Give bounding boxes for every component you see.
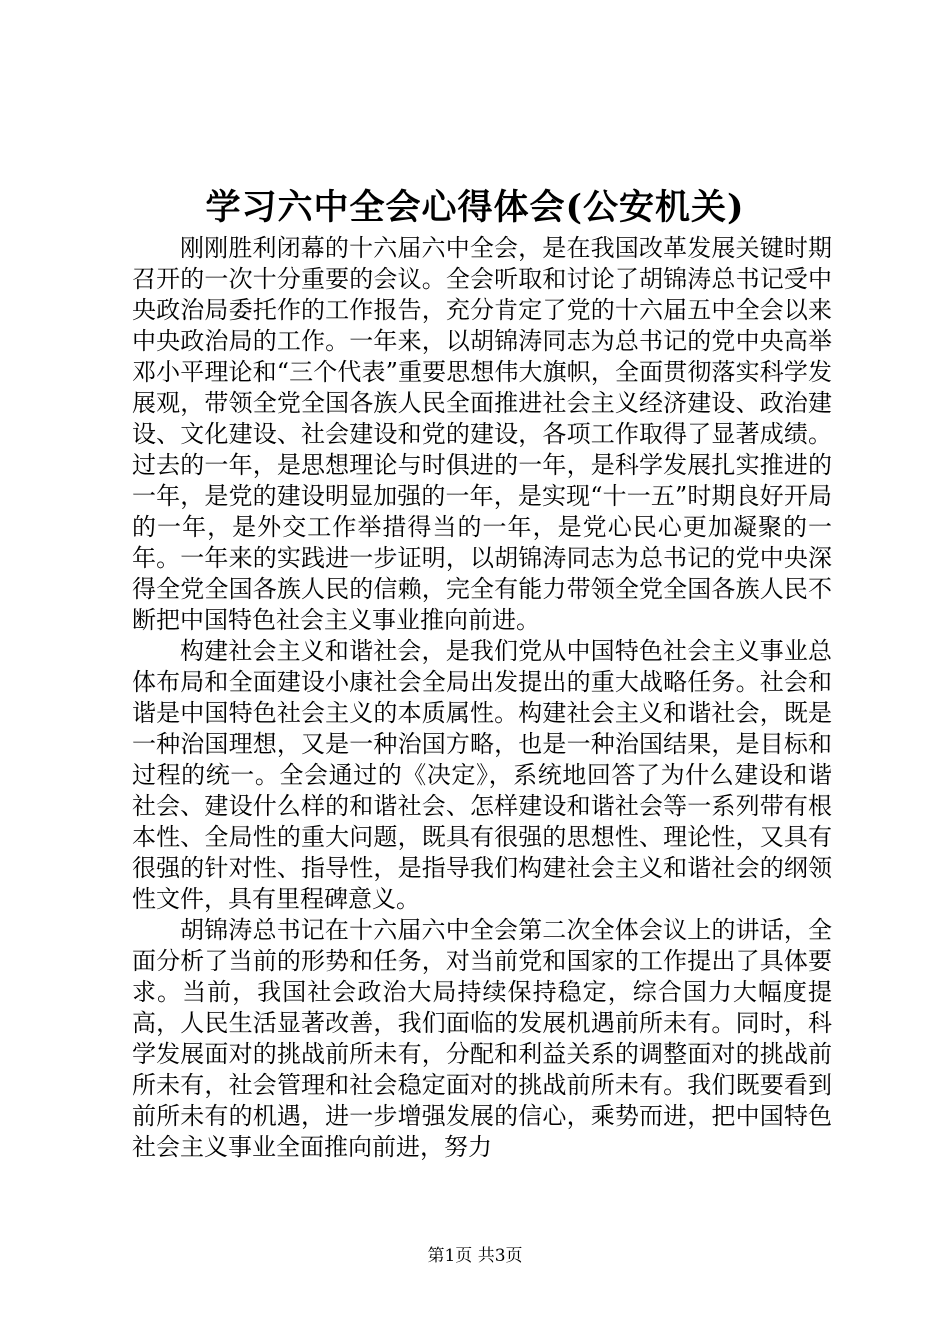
paragraph-1: 刚刚胜利闭幕的十六届六中全会，是在我国改革发展关键时期召开的一次十分重要的会议。全会听取和讨论了胡锦涛总书记受中央政治局委托作的工作报告，充分肯定了党的十六届五中全会以来中央政治局的工作。一年来，以胡锦涛同志为总书记的党中央高举邓小平理论和“三个代表”重要思想伟大旗帜，全面贯彻落实科学发展观，带领全党全国各族人民全面推进社会主义经济建设、政治建设、文化建设、社会建设和党的建设，各项工作取得了显著成绩。过去的一年，是思想理论与时俱进的一年，是科学发展扎实推进的一年，是党的建设明显加强的一年，是实现“十一五”时期良好开局的一年，是外交工作举措得当的一年，是党心民心更加凝聚的一年。一年来的实践进一步证明，以胡锦涛同志为总书记的党中央深得全党全国各族人民的信赖，完全有能力带领全党全国各族人民不断把中国特色社会主义事业推向前进。 (132, 234, 832, 634)
document-title: 学习六中全会心得体会(公安机关) (205, 187, 745, 228)
paragraph-2: 构建社会主义和谐社会，是我们党从中国特色社会主义事业总体布局和全面建设小康社会全局出发提出的重大战略任务。社会和谐是中国特色社会主义的本质属性。构建社会主义和谐社会，既是一种治国理想，又是一种治国方略，也是一种治国结果，是目标和过程的统一。全会通过的《决定》，系统地回答了为什么建设和谐社会、建设什么样的和谐社会、怎样建设和谐社会等一系列带有根本性、全局性的重大问题，既具有很强的思想性、理论性，又具有很强的针对性、指导性，是指导我们构建社会主义和谐社会的纲领性文件，具有里程碑意义。 (132, 637, 832, 913)
paragraph-3: 胡锦涛总书记在十六届六中全会第二次全体会议上的讲话，全面分析了当前的形势和任务，对当前党和国家的工作提出了具体要求。当前，我国社会政治大局持续保持稳定，综合国力大幅度提高，人民生活显著改善，我们面临的发展机遇前所未有。同时，科学发展面对的挑战前所未有，分配和利益关系的调整面对的挑战前所未有，社会管理和社会稳定面对的挑战前所未有。我们既要看到前所未有的机遇，进一步增强发展的信心，乘势而进，把中国特色社会主义事业全面推向前进，努力 (132, 916, 832, 1161)
page-number-footer: 第1页 共3页 (427, 1246, 523, 1266)
document-body (132, 233, 832, 1163)
